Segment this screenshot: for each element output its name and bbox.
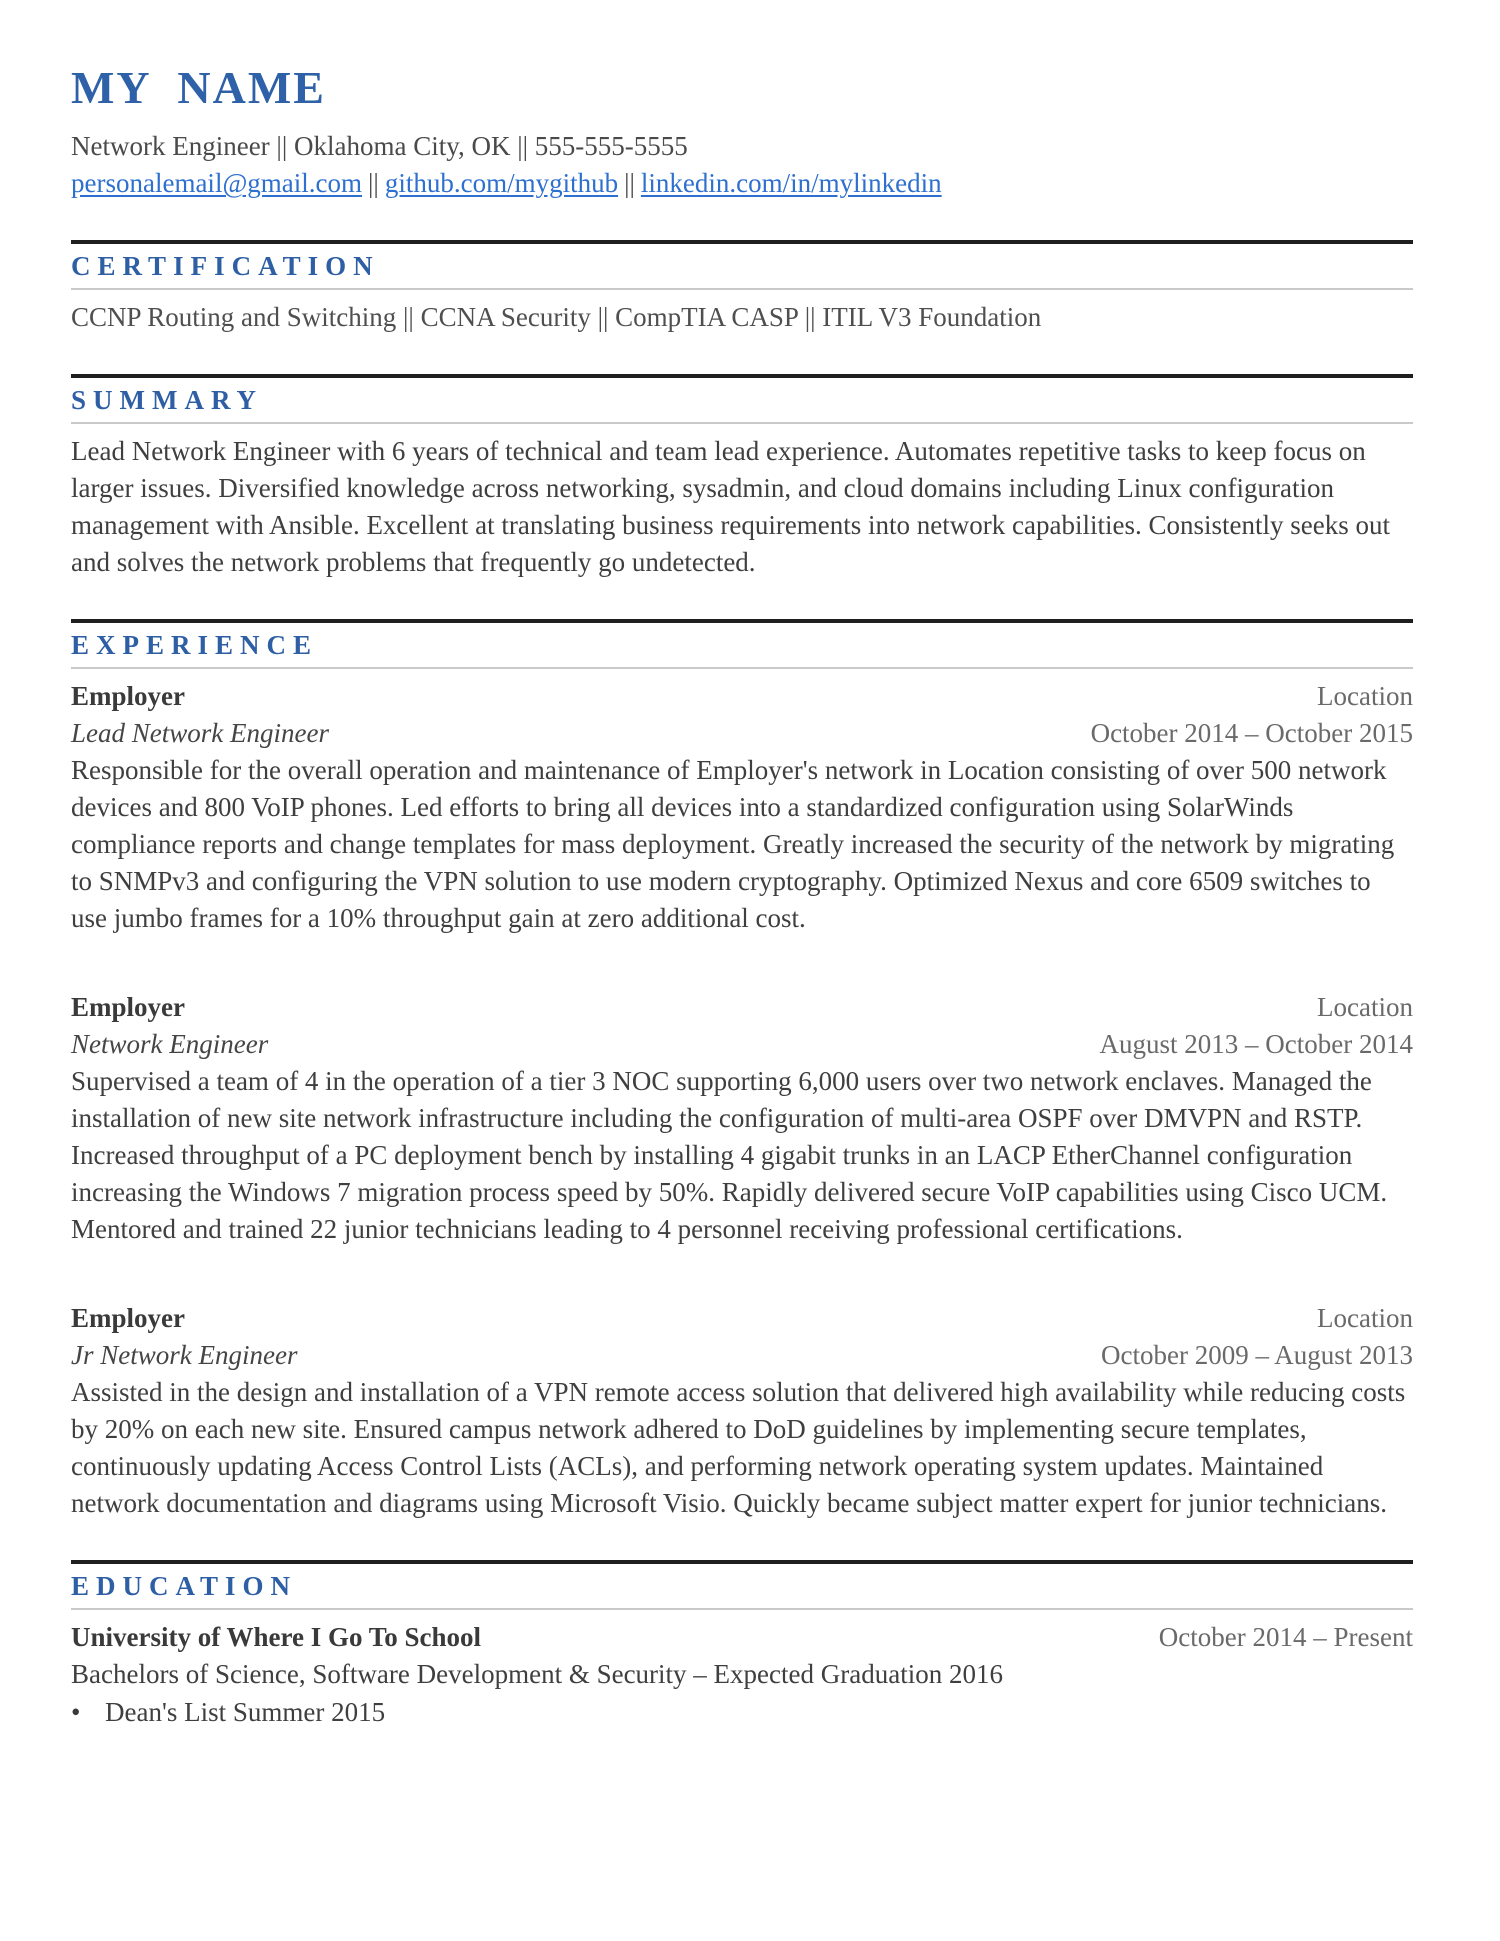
summary-heading: SUMMARY [71, 385, 264, 416]
job-employer: Employer [71, 681, 185, 712]
github-link[interactable]: github.com/mygithub [384, 168, 619, 199]
school-dates: October 2014 – Present [1158, 1622, 1413, 1653]
experience-heading: EXPERIENCE [71, 630, 319, 661]
job-entry [71, 989, 1413, 1248]
job-entry [71, 1300, 1413, 1522]
degree-line: Bachelors of Science, Software Development & Security – Expected Graduation 2016 [71, 1659, 1003, 1690]
certification-heading: CERTIFICATION [71, 251, 380, 282]
section-summary [71, 374, 1413, 581]
school-name: University of Where I Go To School [71, 1622, 482, 1653]
section-heading-band [71, 619, 1413, 669]
summary-paragraph: Lead Network Engineer with 6 years of technical and team lead experience. Automates repetitive tasks to keep focus on larger issues. Diversified knowledge across networking, sysadmin, and cloud domains including Linux configuration management with Ansible. Excellent at translating business requirements into network capabilities. Consistently seeks out and solves the network problems that frequently go undetected. [71, 436, 1390, 578]
job-title: Lead Network Engineer [71, 718, 329, 749]
education-bullet [71, 1694, 1413, 1731]
job-employer: Employer [71, 1303, 185, 1334]
email-link[interactable]: personalemail@gmail.com [71, 168, 363, 199]
job-dates: October 2014 – October 2015 [1090, 718, 1413, 749]
section-experience [71, 619, 1413, 1522]
resume-header [71, 64, 1413, 202]
person-name: MY NAME [71, 62, 326, 113]
job-description: Responsible for the overall operation and maintenance of Employer's network in Location consisting of over 500 network devices and 800 VoIP phones. Led efforts to bring all devices into a standardized configuration using SolarWinds compliance reports and change templates for mass deployment. Greatly increased the security of the network by migrating to SNMPv3 and configuring the VPN solution to use modern cryptography. Optimized Nexus and core 6509 switches to use jumbo frames for a 10% throughput gain at zero additional cost. [71, 755, 1395, 934]
job-entry [71, 678, 1413, 937]
section-heading-band [71, 374, 1413, 424]
job-dates: October 2009 – August 2013 [1101, 1340, 1413, 1371]
job-description: Assisted in the design and installation of a VPN remote access solution that delivered high availability while reducing costs by 20% on each new site. Ensured campus network adhered to DoD guidelines by implementing secure templates, continuously updating Access Control Lists (ACLs), and performing network operating system updates. Maintained network documentation and diagrams using Microsoft Visio. Quickly became subject matter expert for junior technicians. [71, 1377, 1406, 1519]
job-location: Location [1317, 1303, 1413, 1334]
bullet-icon: • [71, 1697, 81, 1728]
certification-list: CCNP Routing and Switching || CCNA Security || CompTIA CASP || ITIL V3 Foundation [71, 302, 1042, 333]
job-description: Supervised a team of 4 in the operation of a tier 3 NOC supporting 6,000 users over two network enclaves. Managed the installation of new site network infrastructure including the configuration of multi-area OSPF over DMVPN and RSTP. Increased throughput of a PC deployment bench by installing 4 gigabit trunks in an LACP EtherChannel configuration increasing the Windows 7 migration process speed by 50%. Rapidly delivered secure VoIP capabilities using Cisco UCM. Mentored and trained 22 junior technicians leading to 4 personnel receiving professional certifications. [71, 1066, 1388, 1245]
job-title: Network Engineer [71, 1029, 269, 1060]
contact-line: Network Engineer || Oklahoma City, OK || 555-555-5555 [71, 131, 688, 162]
job-dates: August 2013 – October 2014 [1099, 1029, 1413, 1060]
job-location: Location [1317, 992, 1413, 1023]
link-separator: || [624, 168, 635, 199]
job-title: Jr Network Engineer [71, 1340, 298, 1371]
links-line [71, 165, 1413, 202]
bullet-text: Dean's List Summer 2015 [105, 1697, 386, 1728]
section-certification [71, 240, 1413, 336]
job-employer: Employer [71, 992, 185, 1023]
section-education [71, 1560, 1413, 1731]
section-heading-band [71, 1560, 1413, 1610]
education-heading: EDUCATION [71, 1571, 298, 1602]
link-separator: || [368, 168, 379, 199]
job-location: Location [1317, 681, 1413, 712]
linkedin-link[interactable]: linkedin.com/in/mylinkedin [640, 168, 942, 199]
section-heading-band [71, 240, 1413, 290]
